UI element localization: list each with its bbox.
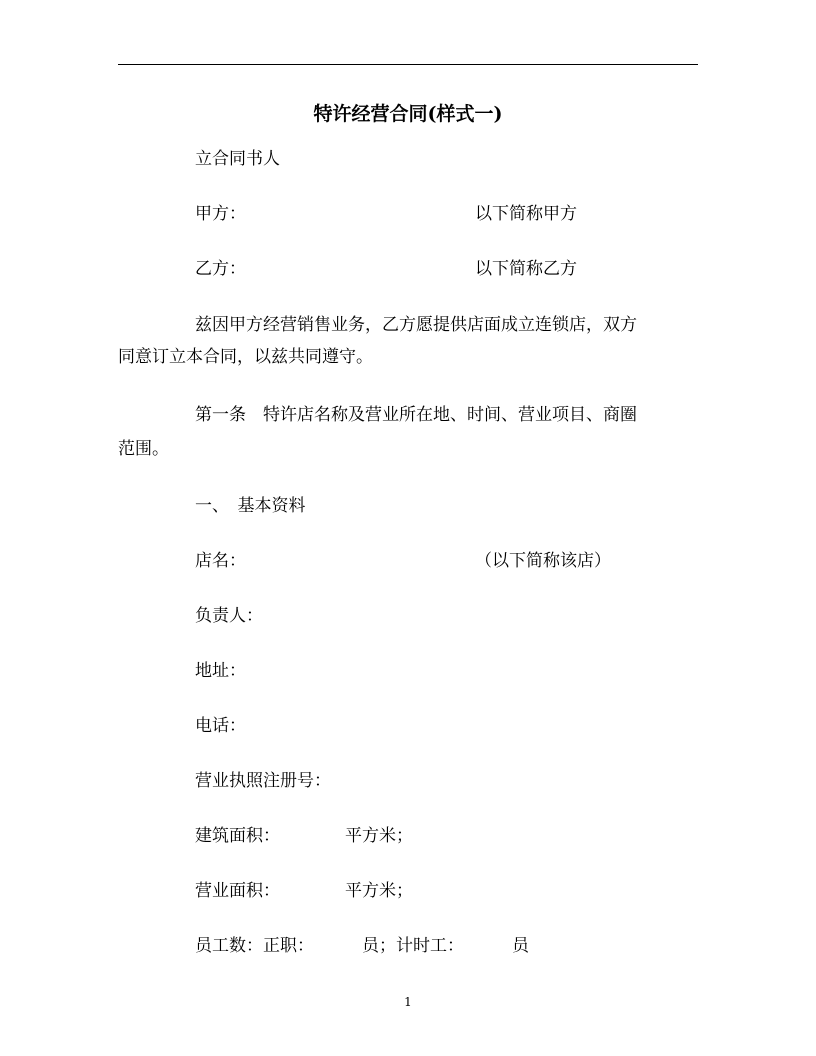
party-b-label: 乙方： [195,259,246,279]
section-1-heading: 一、 基本资料 [195,496,306,516]
intro-text: 立合同书人 [195,149,280,169]
article-1-line-2: 范围。 [118,439,169,459]
store-name-label: 店名： [195,551,246,571]
party-a-alias: 以下简称甲方 [475,204,577,224]
business-area-label: 营业面积： [195,881,280,901]
building-area-label: 建筑面积： [195,826,280,846]
manager-label: 负责人： [195,606,263,626]
recital-line-1: 兹因甲方经营销售业务，乙方愿提供店面成立连锁店，双方 [195,315,637,335]
recital-line-2: 同意订立本合同，以兹共同遵守。 [118,347,373,367]
store-name-alias: （以下简称该店） [475,551,611,571]
staff-unit-1: 员；计时工： [362,936,464,956]
document-title: 特许经营合同(样式一) [313,103,503,125]
phone-label: 电话： [195,716,246,736]
staff-label: 员工数：正职： [195,936,314,956]
article-1-line-1: 第一条 特许店名称及营业所在地、时间、营业项目、商圈 [195,405,637,425]
party-a-label: 甲方： [195,204,246,224]
building-area-unit: 平方米； [345,826,413,846]
page-number: 1 [404,995,412,1009]
address-label: 地址： [195,661,246,681]
business-area-unit: 平方米； [345,881,413,901]
license-label: 营业执照注册号： [195,771,331,791]
header-rule [118,64,698,65]
staff-unit-2: 员 [512,936,529,956]
party-b-alias: 以下简称乙方 [475,259,577,279]
